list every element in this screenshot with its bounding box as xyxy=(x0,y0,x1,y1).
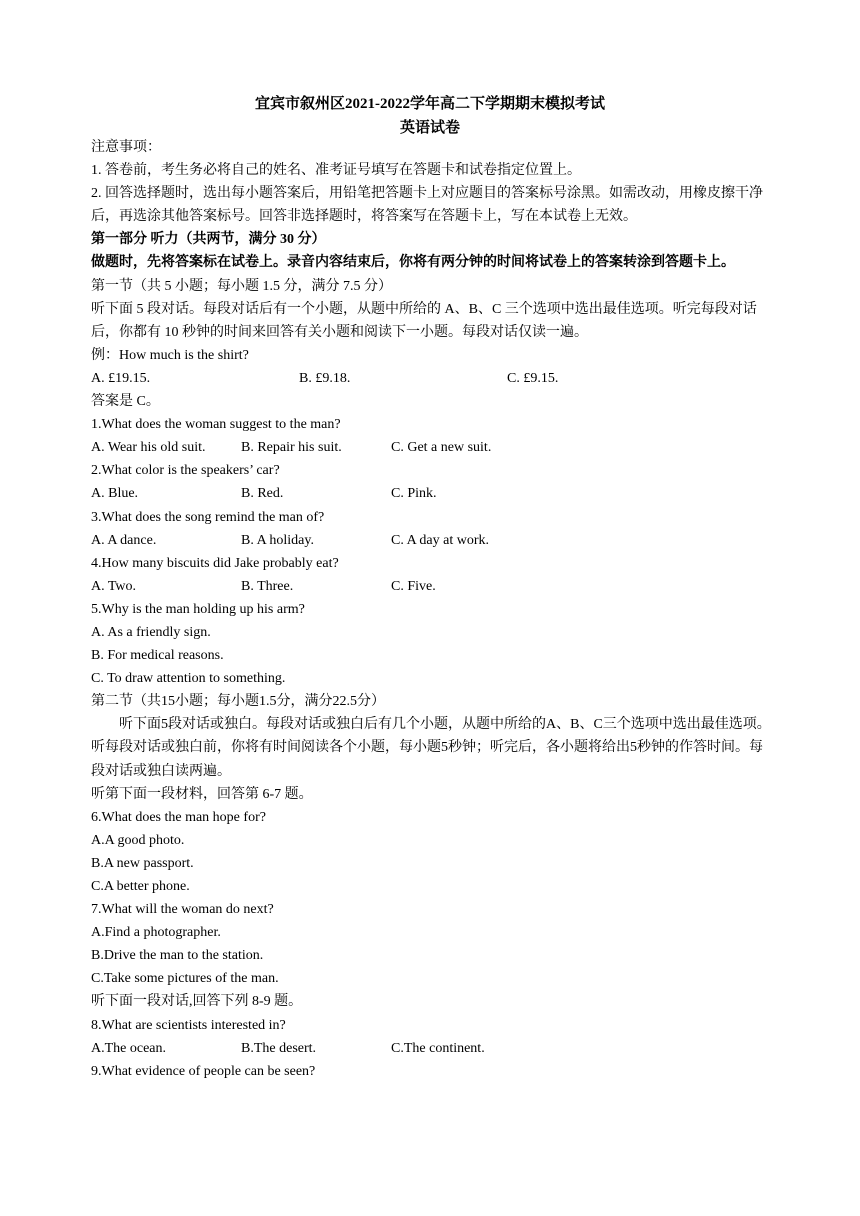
page-title: 宜宾市叙州区2021-2022学年高二下学期期末模拟考试 xyxy=(255,96,605,112)
question: 6.What does the man hope for? xyxy=(91,809,266,825)
option-c: C. To draw attention to something. xyxy=(91,671,286,687)
option-c: C.A better phone. xyxy=(91,879,190,894)
notes-item: 2. 回答选择题时，选出每小题答案后，用铅笔把答题卡上对应题目的答案标号涂黑。如需改动，用橡皮擦干净后，再选涂其他答案标号。回答非选择题时，将答案写在答题卡上，写在本试卷上无效。 xyxy=(91,186,763,225)
section-heading: 第一节（共 5 小题；每小题 1.5 分，满分 7.5 分） xyxy=(91,278,392,294)
section-instruction: 听下面5段对话或独白。每段对话或独白后有几个小题，从题中所给的A、B、C三个选项中选出最佳选项。听每段对话或独白前，你将有时间阅读各个小题，每小题5秒钟；听完后，各小题将给出5秒钟的作答时间。每段对话或独白读两遍。 xyxy=(91,717,771,779)
options-row xyxy=(91,575,771,598)
question: 8.What are scientists interested in? xyxy=(91,1017,286,1033)
option-a: A.Find a photographer. xyxy=(91,925,221,941)
question: 1.What does the woman suggest to the man? xyxy=(91,417,341,433)
option-a: A. Wear his old suit. xyxy=(91,440,206,456)
option-a: A. Blue. xyxy=(91,486,139,502)
page-subtitle: 英语试卷 xyxy=(399,120,460,136)
options-row xyxy=(91,1037,771,1060)
group-instruction: 听第下面一段材料，回答第 6-7 题。 xyxy=(91,786,313,802)
notes-label: 注意事项： xyxy=(91,140,161,155)
example-options xyxy=(91,367,771,390)
example-question: 例：How much is the shirt? xyxy=(91,347,249,363)
option-a: A. As a friendly sign. xyxy=(91,624,211,640)
example-answer: 答案是 C。 xyxy=(91,394,160,410)
part-heading: 第一部分 听力（共两节，满分 30 分） xyxy=(91,232,326,248)
option-b: B. £9.18. xyxy=(299,370,351,386)
option-a: A. Two. xyxy=(91,578,137,594)
group-instruction: 听下面一段对话,回答下列 8-9 题。 xyxy=(91,994,303,1010)
notes-item: 1. 答卷前，考生务必将自己的姓名、准考证号填写在答题卡和试卷指定位置上。 xyxy=(91,163,581,179)
question: 5.Why is the man holding up his arm? xyxy=(91,601,305,617)
option-b: B. A holiday. xyxy=(241,532,314,548)
question: 7.What will the woman do next? xyxy=(91,902,274,918)
question: 3.What does the song remind the man of? xyxy=(91,509,325,525)
option-b: B. For medical reasons. xyxy=(91,648,224,664)
option-c: C. Pink. xyxy=(391,486,437,502)
question: 9.What evidence of people can be seen? xyxy=(91,1063,316,1079)
option-b: B.A new passport. xyxy=(91,855,194,871)
options-row xyxy=(91,436,771,459)
option-c: C. Get a new suit. xyxy=(391,440,492,456)
part-instruction: 做题时，先将答案标在试卷上。录音内容结束后，你将有两分钟的时间将试卷上的答案转涂到答题卡上。 xyxy=(91,255,735,271)
option-c: C.The continent. xyxy=(391,1040,485,1056)
option-b: B. Three. xyxy=(241,578,294,594)
question: 2.What color is the speakers’ car? xyxy=(91,463,280,479)
question: 4.How many biscuits did Jake probably eat? xyxy=(91,555,339,571)
option-b: B. Repair his suit. xyxy=(241,440,342,456)
option-c: C. A day at work. xyxy=(391,532,489,548)
section-instruction: 听下面 5 段对话。每段对话后有一个小题，从题中所给的 A、B、C 三个选项中选出最佳选项。听完每段对话后，你都有 10 秒钟的时间来回答有关小题和阅读下一小题。每段对话仅读一遍。 xyxy=(91,301,757,340)
option-a: A. £19.15. xyxy=(91,370,151,386)
option-b: B. Red. xyxy=(241,486,284,502)
option-c: C. Five. xyxy=(391,578,436,594)
options-row xyxy=(91,482,771,505)
option-b: B.The desert. xyxy=(241,1040,317,1056)
exam-content xyxy=(91,136,771,1083)
option-a: A.A good photo. xyxy=(91,832,185,848)
section-heading: 第二节（共15小题；每小题1.5分，满分22.5分） xyxy=(91,694,385,710)
option-c: C.Take some pictures of the man. xyxy=(91,971,279,987)
option-a: A.The ocean. xyxy=(91,1040,167,1056)
option-a: A. A dance. xyxy=(91,532,157,548)
options-row xyxy=(91,529,771,552)
option-c: C. £9.15. xyxy=(507,370,559,386)
option-b: B.Drive the man to the station. xyxy=(91,948,264,964)
